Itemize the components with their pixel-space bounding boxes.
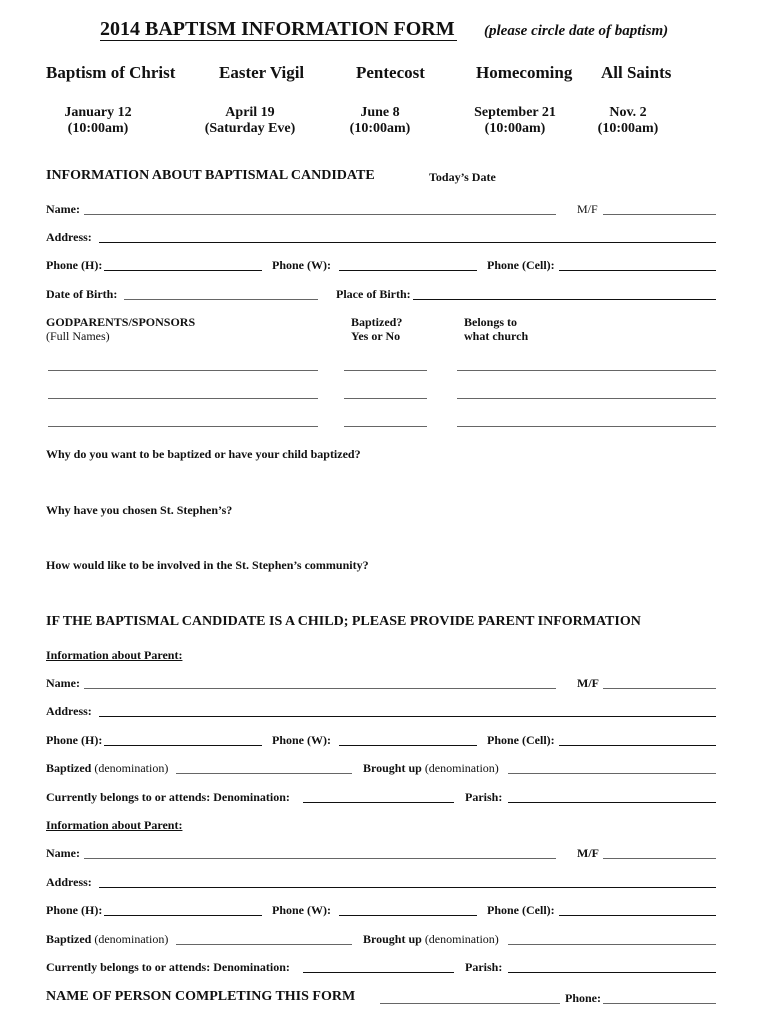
parent-phone-h-label: Phone (H): — [46, 733, 103, 747]
place-of-birth-field[interactable] — [413, 299, 716, 300]
date-day: June 8 — [360, 105, 400, 120]
date-day: Nov. 2 — [609, 105, 647, 120]
place-of-birth-label: Place of Birth: — [336, 287, 411, 301]
phone-h-label: Phone (H): — [46, 258, 103, 272]
parent-subheading: Information about Parent: — [46, 648, 183, 662]
denomination-word: (denomination) — [94, 932, 169, 946]
date-day: January 12 — [64, 105, 132, 120]
date-day: April 19 — [225, 105, 275, 120]
godparent-name-field[interactable] — [48, 426, 318, 427]
parent-brought-up-field[interactable] — [508, 773, 716, 774]
parent-phone-cell-field[interactable] — [559, 745, 716, 746]
phone-h-field[interactable] — [104, 270, 262, 271]
candidate-heading: INFORMATION ABOUT BAPTISMAL CANDIDATE — [46, 168, 375, 183]
parent-address-label: Address: — [46, 704, 92, 718]
parent-parish-label: Parish: — [465, 790, 503, 804]
date-option-date[interactable] — [190, 105, 310, 137]
parent-mf-field[interactable] — [603, 858, 716, 859]
date-option-name[interactable]: Baptism of Christ — [46, 63, 176, 82]
godparent-baptized-field[interactable] — [344, 398, 427, 399]
baptized-word: Baptized — [46, 932, 92, 946]
name-field[interactable] — [84, 214, 556, 215]
belongs-label: Belongs to — [464, 315, 518, 329]
parent-phone-cell-label: Phone (Cell): — [487, 733, 555, 747]
title-underline — [100, 40, 457, 41]
date-option-name[interactable]: All Saints — [601, 63, 672, 82]
godparents-label: GODPARENTS/SPONSORS — [46, 315, 196, 329]
brought-up-word: Brought up — [363, 761, 422, 775]
parent-address-field[interactable] — [99, 716, 716, 717]
godparent-church-field[interactable] — [457, 398, 716, 399]
yes-no-label: Yes or No — [351, 329, 401, 343]
mf-label: M/F — [577, 202, 598, 216]
parent-phone-w-label: Phone (W): — [272, 733, 331, 747]
parent-denomination-field[interactable] — [303, 802, 454, 803]
parent-phone-h-field[interactable] — [104, 745, 262, 746]
date-day: September 21 — [474, 105, 556, 120]
baptized-word: Baptized — [46, 761, 92, 775]
form-title: 2014 BAPTISM INFORMATION FORM — [100, 18, 455, 40]
what-church-label: what church — [464, 329, 529, 343]
parent-subheading: Information about Parent: — [46, 818, 183, 832]
parent-parish-label: Parish: — [465, 960, 503, 974]
parent-phone-w-field[interactable] — [339, 745, 477, 746]
phone-w-label: Phone (W): — [272, 258, 331, 272]
parent-section-heading: IF THE BAPTISMAL CANDIDATE IS A CHILD; PLEASE PROVIDE PARENT INFORMATION — [46, 614, 641, 629]
parent-currently-label: Currently belongs to or attends: Denomination: — [46, 960, 290, 974]
date-option-name[interactable]: Pentecost — [356, 63, 425, 82]
address-label: Address: — [46, 230, 92, 244]
godparent-name-field[interactable] — [48, 370, 318, 371]
parent-denomination-field[interactable] — [303, 972, 454, 973]
godparent-church-field[interactable] — [457, 426, 716, 427]
parent-baptized-label — [46, 932, 168, 947]
parent-phone-w-field[interactable] — [339, 915, 477, 916]
date-option-date[interactable] — [588, 105, 668, 137]
denomination-word: (denomination) — [424, 761, 499, 775]
parent-name-field[interactable] — [84, 858, 556, 859]
mf-field[interactable] — [603, 214, 716, 215]
completing-name-label: NAME OF PERSON COMPLETING THIS FORM — [46, 989, 356, 1004]
parent-baptized-field[interactable] — [176, 773, 352, 774]
parent-phone-cell-label: Phone (Cell): — [487, 903, 555, 917]
date-time: (10:00am) — [597, 121, 659, 136]
phone-cell-field[interactable] — [559, 270, 716, 271]
date-option-name[interactable]: Easter Vigil — [219, 63, 305, 82]
godparent-baptized-field[interactable] — [344, 426, 427, 427]
parent-name-field[interactable] — [84, 688, 556, 689]
parent-address-field[interactable] — [99, 887, 716, 888]
brought-up-word: Brought up — [363, 932, 422, 946]
godparent-name-field[interactable] — [48, 398, 318, 399]
parent-baptized-field[interactable] — [176, 944, 352, 945]
parent-address-label: Address: — [46, 875, 92, 889]
todays-date-label: Today’s Date — [429, 170, 496, 184]
question-why-st-stephens: Why have you chosen St. Stephen’s? — [46, 503, 233, 517]
parent-baptized-label — [46, 761, 168, 776]
date-time: (Saturday Eve) — [204, 121, 296, 136]
question-why-baptized: Why do you want to be baptized or have your child baptized? — [46, 447, 361, 461]
parent-brought-up-label — [363, 932, 499, 947]
date-option-date[interactable] — [330, 105, 430, 137]
phone-cell-label: Phone (Cell): — [487, 258, 555, 272]
completing-name-field[interactable] — [380, 1003, 560, 1004]
phone-w-field[interactable] — [339, 270, 477, 271]
godparent-baptized-field[interactable] — [344, 370, 427, 371]
parent-phone-cell-field[interactable] — [559, 915, 716, 916]
parent-brought-up-label — [363, 761, 499, 776]
parent-phone-h-label: Phone (H): — [46, 903, 103, 917]
completing-phone-label: Phone: — [565, 991, 601, 1005]
date-time: (10:00am) — [349, 121, 411, 136]
date-time: (10:00am) — [67, 121, 129, 136]
parent-currently-label: Currently belongs to or attends: Denomination: — [46, 790, 290, 804]
date-option-date[interactable] — [48, 105, 148, 137]
completing-phone-field[interactable] — [603, 1003, 716, 1004]
date-option-name[interactable]: Homecoming — [476, 63, 573, 82]
denomination-word: (denomination) — [94, 761, 169, 775]
parent-parish-field[interactable] — [508, 802, 716, 803]
parent-mf-label: M/F — [577, 846, 599, 860]
parent-name-label: Name: — [46, 846, 80, 860]
dob-label: Date of Birth: — [46, 287, 118, 301]
date-time: (10:00am) — [484, 121, 546, 136]
address-field[interactable] — [99, 242, 716, 243]
name-label: Name: — [46, 202, 80, 216]
circle-date-note: (please circle date of baptism) — [484, 23, 669, 39]
baptized-label: Baptized? — [351, 315, 403, 329]
date-option-date[interactable] — [465, 105, 565, 137]
parent-phone-h-field[interactable] — [104, 915, 262, 916]
parent-brought-up-field[interactable] — [508, 944, 716, 945]
parent-parish-field[interactable] — [508, 972, 716, 973]
full-names-label: (Full Names) — [46, 329, 110, 343]
parent-mf-field[interactable] — [603, 688, 716, 689]
parent-phone-w-label: Phone (W): — [272, 903, 331, 917]
parent-name-label: Name: — [46, 676, 80, 690]
parent-mf-label: M/F — [577, 676, 599, 690]
question-involvement: How would like to be involved in the St. Stephen’s community? — [46, 558, 369, 572]
denomination-word: (denomination) — [424, 932, 499, 946]
dob-field[interactable] — [124, 299, 318, 300]
godparent-church-field[interactable] — [457, 370, 716, 371]
